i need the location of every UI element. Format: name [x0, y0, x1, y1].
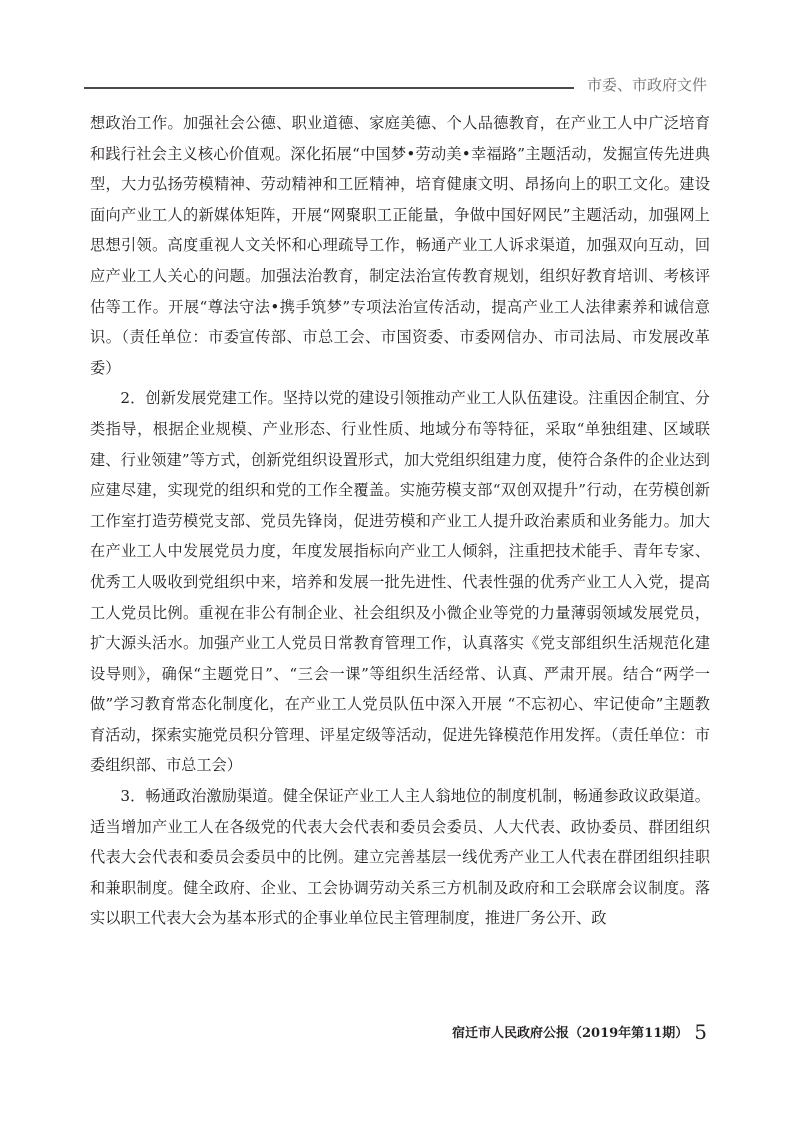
page-footer: [452, 1020, 707, 1044]
body-paragraph: 2．创新发展党建工作。坚持以党的建设引领推动产业工人队伍建设。注重因企制宜、分类指导，根据企业规模、产业形态、行业性质、地域分布等特征，采取“单独组建、区域联建、行业领建”等方式，创新党组织设置形式，加大党组织组建力度，使符合条件的企业达到应建尽建，实现党的组织和党的工作全覆盖。实施劳模支部“双创双提升”行动，在劳模创新工作室打造劳模党支部、党员先锋岗，促进劳模和产业工人提升政治素质和业务能力。加大在产业工人中发展党员力度，年度发展指标向产业工人倾斜，注重把技术能手、青年专家、优秀工人吸收到党组织中来，培养和发展一批先进性、代表性强的优秀产业工人入党，提高工人党员比例。重视在非公有制企业、社会组织及小微企业等党的力量薄弱领域发展党员，扩大源头活水。加强产业工人党员日常教育管理工作，认真落实《党支部组织生活规范化建设导则》，确保“主题党日”、“三会一课”等组织生活经常、认真、严肃开展。结合“两学一做”学习教育常态化制度化，在产业工人党员队伍中深入开展 “不忘初心、牢记使命”主题教育活动，探索实施党员积分管理、评星定级等活动，促进先锋模范作用发挥。（责任单位：市委组织部、市总工会）: [90, 389, 710, 775]
header-rule: [84, 87, 574, 89]
body-paragraph: 想政治工作。加强社会公德、职业道德、家庭美德、个人品德教育，在产业工人中广泛培育和践行社会主义核心价值观。深化拓展“中国梦•劳动美•幸福路”主题活动，发掘宣传先进典型，大力弘扬劳模精神、劳动精神和工匠精神，培育健康文明、昂扬向上的职工文化。建设面向产业工人的新媒体矩阵，开展“网聚职工正能量，争做中国好网民”主题活动，加强网上思想引领。高度重视人文关怀和心理疏导工作，畅通产业工人诉求渠道，加强双向互动，回应产业工人关心的问题。加强法治教育，制定法治宣传教育规划，组织好教育培训、考核评估等工作。开展“尊法守法•携手筑梦”专项法治宣传活动，提高产业工人法律素养和诚信意识。（责任单位：市委宣传部、市总工会、市国资委、市委网信办、市司法局、市发展改革委）: [90, 114, 710, 377]
publication-name: 宿迁市人民政府公报（2019年第11期）: [451, 1026, 689, 1041]
page-number: 5: [694, 1020, 707, 1044]
document-body: [90, 108, 710, 934]
body-paragraph: 3．畅通政治激励渠道。健全保证产业工人主人翁地位的制度机制，畅通参政议政渠道。适当增加产业工人在各级党的代表大会代表和委员会委员、人大代表、政协委员、群团组织代表大会代表和委员会委员中的比例。建立完善基层一线优秀产业工人代表在群团组织挂职和兼职制度。健全政府、企业、工会协调劳动关系三方机制及政府和工会联席会议制度。落实以职工代表大会为基本形式的企事业单位民主管理制度，推进厂务公开、政: [90, 787, 710, 928]
page-header-title: 市委、市政府文件: [586, 76, 707, 94]
